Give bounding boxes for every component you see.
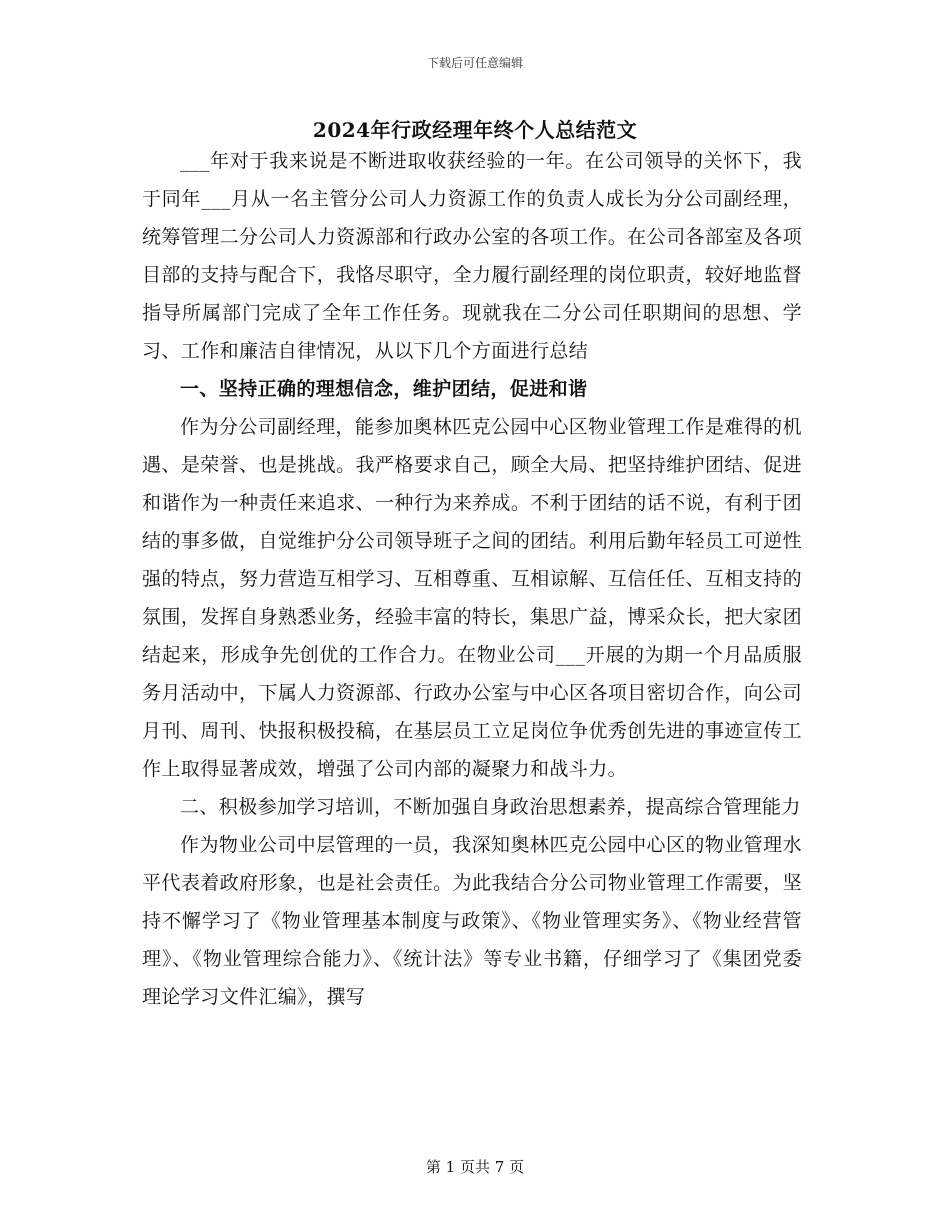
document-title: 2024年行政经理年终个人总结范文	[312, 118, 638, 142]
page-footer: 第 1 页共 7 页	[425, 1158, 525, 1176]
paragraph-section-1: 作为分公司副经理，能参加奥林匹克公园中心区物业管理工作是难得的机遇、是荣誉、也是挑战。我严格要求自己，顾全大局、把坚持维护团结、促进和谐作为一种责任来追求、一种行为来养成。不利于团结的话不说，有利于团结的事多做，自觉维护分公司领导班子之间的团结。利用后勤年轻员工可逆性强的特点，努力营造互相学习、互相尊重、互相谅解、互信任任、互相支持的氛围，发挥自身熟悉业务，经验丰富的特长，集思广益，博采众长，把大家团结起来，形成争先创优的工作合力。在物业公司___开展的为期一个月品质服务月活动中，下属人力资源部、行政办公室与中心区各项目密切合作，向公司月刊、周刊、快报积极投稿，在基层员工立足岗位争优秀创先进的事迹宣传工作上取得显著成效，增强了公司内部的凝聚力和战斗力。	[142, 416, 802, 780]
section-heading-2: 二、积极参加学习培训，不断加强自身政治思想素养，提高综合管理能力	[180, 796, 801, 818]
paragraph-intro: ___年对于我来说是不断进取收获经验的一年。在公司领导的关怀下，我于同年___月从一名主管分公司人力资源工作的负责人成长为分公司副经理，统筹管理二分公司人力资源部和行政办公室的各项工作。在公司各部室及各项目部的支持与配合下，我恪尽职守，全力履行副经理的岗位职责，较好地监督指导所属部门完成了全年工作任务。现就我在二分公司任职期间的思想、学习、工作和廉洁自律情况，从以下几个方面进行总结	[142, 150, 802, 362]
paragraph-section-2: 作为物业公司中层管理的一员，我深知奥林匹克公园中心区的物业管理水平代表着政府形象，也是社会责任。为此我结合分公司物业管理工作需要，坚持不懈学习了《物业管理基本制度与政策》、《物业管理实务》、《物业经营管理》、《物业管理综合能力》、《统计法》等专业书籍，仔细学习了《集团党委理论学习文件汇编》，撰写	[142, 834, 802, 1008]
section-heading-1: 一、坚持正确的理想信念，维护团结，促进和谐	[180, 378, 588, 400]
document-body	[142, 142, 802, 1016]
header-note: 下载后可任意编辑	[426, 56, 523, 70]
